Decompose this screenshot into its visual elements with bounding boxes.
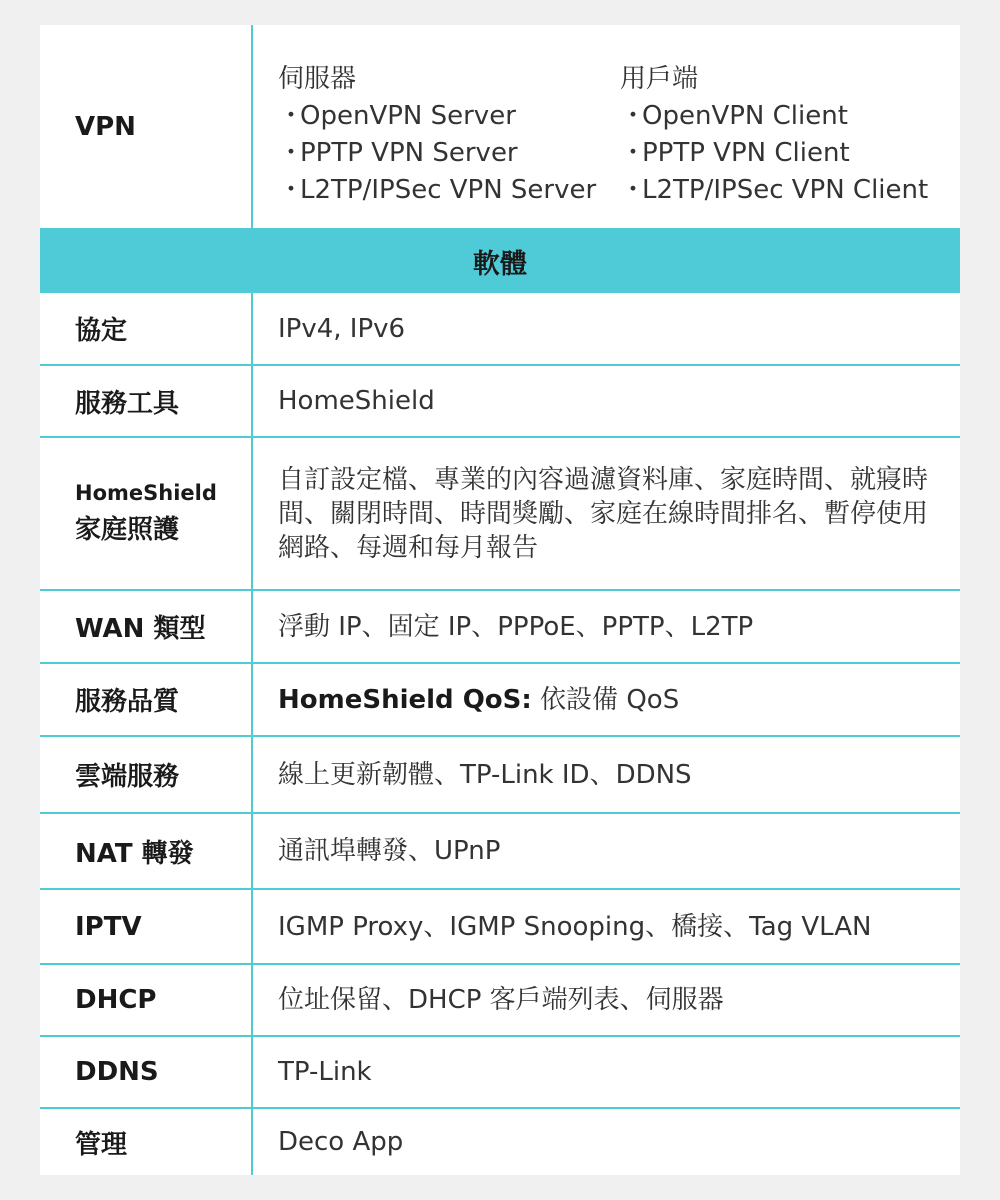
row-label: 協定 <box>40 293 253 364</box>
row-label: NAT 轉發 <box>40 814 253 888</box>
vpn-client-column <box>620 61 928 209</box>
vpn-client-item: ・PPTP VPN Client <box>620 135 928 172</box>
row-label: 雲端服務 <box>40 737 253 812</box>
row-value: 浮動 IP、固定 IP、PPPoE、PPTP、L2TP <box>278 611 754 642</box>
spec-row <box>40 664 960 737</box>
row-value: TP-Link <box>278 1057 372 1087</box>
row-value: 通訊埠轉發、UPnP <box>278 836 501 866</box>
row-value: 位址保留、DHCP 客戶端列表、伺服器 <box>278 985 724 1015</box>
row-value: IPv4, IPv6 <box>278 313 406 344</box>
vpn-server-heading: 伺服器 <box>278 64 357 94</box>
bullet-icon: ・ <box>278 175 305 205</box>
vpn-server-column <box>278 61 596 209</box>
spec-row <box>40 965 960 1037</box>
row-label: WAN 類型 <box>40 591 253 662</box>
vpn-client-heading: 用戶端 <box>620 64 699 94</box>
row-value: Deco App <box>278 1127 404 1157</box>
row-label: DDNS <box>40 1037 253 1107</box>
row-value <box>253 664 960 735</box>
vpn-client-item: ・OpenVPN Client <box>620 98 928 135</box>
spec-row <box>40 890 960 965</box>
row-label-main: 家庭照護 <box>75 515 180 545</box>
row-value-text: 自訂設定檔、專業的內容過濾資料庫、家庭時間、就寢時間、關閉時間、時間獎勵、家庭在線時間排名、暫停使用網路、每週和每月報告 <box>278 464 929 563</box>
spec-row-vpn <box>40 25 960 230</box>
spec-row <box>40 293 960 366</box>
spec-row <box>40 814 960 890</box>
row-value-bold: HomeShield QoS: <box>278 684 532 715</box>
bullet-icon: ・ <box>278 138 305 168</box>
spec-row <box>40 366 960 438</box>
row-value: HomeShield <box>278 386 435 416</box>
row-label: 服務品質 <box>40 664 253 735</box>
vpn-server-item: ・PPTP VPN Server <box>278 135 596 172</box>
row-label: IPTV <box>40 890 253 963</box>
row-label-text: VPN <box>75 111 136 142</box>
bullet-icon: ・ <box>620 138 647 168</box>
row-label-sub: HomeShield <box>75 481 217 505</box>
bullet-icon: ・ <box>620 175 647 205</box>
spec-row <box>40 737 960 814</box>
vpn-client-item: ・L2TP/IPSec VPN Client <box>620 172 928 209</box>
section-header-software: 軟體 <box>40 230 960 293</box>
row-value-text: 依設備 QoS <box>531 684 680 715</box>
row-label: DHCP <box>40 965 253 1035</box>
bullet-icon: ・ <box>620 101 647 131</box>
vpn-server-item: ・L2TP/IPSec VPN Server <box>278 172 596 209</box>
row-label: 服務工具 <box>40 366 253 436</box>
spec-row <box>40 1037 960 1109</box>
row-value: 線上更新韌體、TP-Link ID、DDNS <box>278 759 692 790</box>
row-label: 管理 <box>40 1109 253 1175</box>
row-value: IGMP Proxy、IGMP Snooping、橋接、Tag VLAN <box>278 911 872 942</box>
row-value <box>253 438 960 589</box>
spec-table <box>40 25 960 1175</box>
row-label-vpn <box>40 25 253 228</box>
spec-row <box>40 591 960 664</box>
vpn-server-item: ・OpenVPN Server <box>278 98 596 135</box>
spec-row-homeshield <box>40 438 960 591</box>
bullet-icon: ・ <box>278 101 305 131</box>
row-label <box>40 438 253 589</box>
spec-row <box>40 1109 960 1175</box>
